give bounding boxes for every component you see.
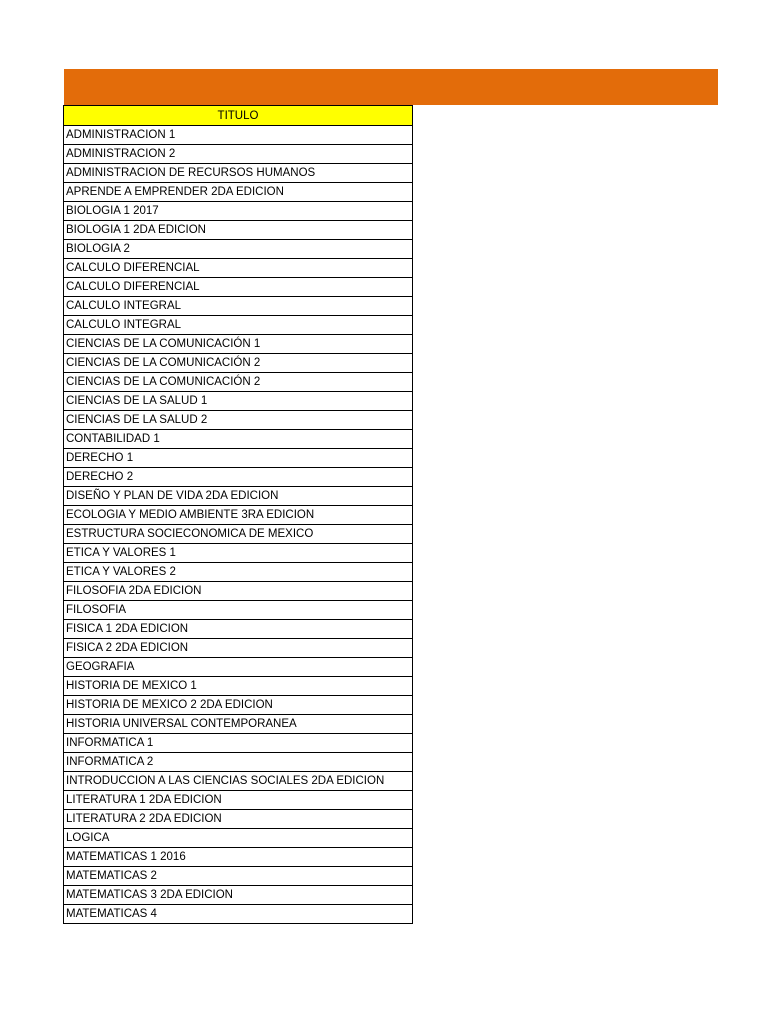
table-cell-titulo[interactable]: BIOLOGIA 2 bbox=[64, 240, 413, 259]
table-cell-titulo[interactable]: CIENCIAS DE LA COMUNICACIÓN 1 bbox=[64, 335, 413, 354]
table-row bbox=[64, 126, 413, 145]
table-cell-titulo[interactable]: GEOGRAFIA bbox=[64, 658, 413, 677]
table-row bbox=[64, 202, 413, 221]
table-cell-titulo[interactable]: ETICA Y VALORES 2 bbox=[64, 563, 413, 582]
table-cell-titulo[interactable]: HISTORIA DE MEXICO 2 2DA EDICION bbox=[64, 696, 413, 715]
table-cell-titulo[interactable]: MATEMATICAS 1 2016 bbox=[64, 848, 413, 867]
table-row bbox=[64, 316, 413, 335]
table-row bbox=[64, 677, 413, 696]
titles-table bbox=[63, 105, 413, 924]
table-row bbox=[64, 696, 413, 715]
table-cell-titulo[interactable]: INTRODUCCION A LAS CIENCIAS SOCIALES 2DA EDICION bbox=[64, 772, 413, 791]
table-row bbox=[64, 544, 413, 563]
table-cell-titulo[interactable]: BIOLOGIA 1 2017 bbox=[64, 202, 413, 221]
table-body bbox=[64, 126, 413, 924]
table-cell-titulo[interactable]: ADMINISTRACION DE RECURSOS HUMANOS bbox=[64, 164, 413, 183]
table-cell-titulo[interactable]: CONTABILIDAD 1 bbox=[64, 430, 413, 449]
table-row bbox=[64, 373, 413, 392]
table-cell-titulo[interactable]: DERECHO 2 bbox=[64, 468, 413, 487]
table-row bbox=[64, 810, 413, 829]
table-cell-titulo[interactable]: FISICA 1 2DA EDICION bbox=[64, 620, 413, 639]
table-row bbox=[64, 620, 413, 639]
table-row bbox=[64, 335, 413, 354]
table-cell-titulo[interactable]: APRENDE A EMPRENDER 2DA EDICION bbox=[64, 183, 413, 202]
table-row bbox=[64, 449, 413, 468]
table-cell-titulo[interactable]: CALCULO DIFERENCIAL bbox=[64, 278, 413, 297]
table-cell-titulo[interactable]: CIENCIAS DE LA COMUNICACIÓN 2 bbox=[64, 373, 413, 392]
table-cell-titulo[interactable]: DERECHO 1 bbox=[64, 449, 413, 468]
table-cell-titulo[interactable]: MATEMATICAS 3 2DA EDICION bbox=[64, 886, 413, 905]
table-cell-titulo[interactable]: CIENCIAS DE LA COMUNICACIÓN 2 bbox=[64, 354, 413, 373]
table-cell-titulo[interactable]: CIENCIAS DE LA SALUD 2 bbox=[64, 411, 413, 430]
header-banner bbox=[64, 69, 718, 105]
table-cell-titulo[interactable]: ADMINISTRACION 1 bbox=[64, 126, 413, 145]
table-cell-titulo[interactable]: LITERATURA 2 2DA EDICION bbox=[64, 810, 413, 829]
table-row bbox=[64, 411, 413, 430]
table-cell-titulo[interactable]: MATEMATICAS 2 bbox=[64, 867, 413, 886]
table-row bbox=[64, 240, 413, 259]
table-row bbox=[64, 259, 413, 278]
table-cell-titulo[interactable]: INFORMATICA 2 bbox=[64, 753, 413, 772]
table-row bbox=[64, 715, 413, 734]
table-row bbox=[64, 658, 413, 677]
table-row bbox=[64, 221, 413, 240]
table-row bbox=[64, 145, 413, 164]
table-row bbox=[64, 563, 413, 582]
table-cell-titulo[interactable]: ADMINISTRACION 2 bbox=[64, 145, 413, 164]
table-row bbox=[64, 164, 413, 183]
table-row bbox=[64, 734, 413, 753]
table-cell-titulo[interactable]: ETICA Y VALORES 1 bbox=[64, 544, 413, 563]
table-cell-titulo[interactable]: ECOLOGIA Y MEDIO AMBIENTE 3RA EDICION bbox=[64, 506, 413, 525]
table-header-row bbox=[64, 106, 413, 126]
table-cell-titulo[interactable]: FISICA 2 2DA EDICION bbox=[64, 639, 413, 658]
table-row bbox=[64, 791, 413, 810]
table-cell-titulo[interactable]: DISEÑO Y PLAN DE VIDA 2DA EDICION bbox=[64, 487, 413, 506]
table-row bbox=[64, 867, 413, 886]
table-row bbox=[64, 772, 413, 791]
table-row bbox=[64, 506, 413, 525]
table-cell-titulo[interactable]: CALCULO INTEGRAL bbox=[64, 297, 413, 316]
table-row bbox=[64, 639, 413, 658]
table-cell-titulo[interactable]: LITERATURA 1 2DA EDICION bbox=[64, 791, 413, 810]
table-cell-titulo[interactable]: BIOLOGIA 1 2DA EDICION bbox=[64, 221, 413, 240]
table-cell-titulo[interactable]: LOGICA bbox=[64, 829, 413, 848]
table-row bbox=[64, 430, 413, 449]
table-cell-titulo[interactable]: FILOSOFIA 2DA EDICION bbox=[64, 582, 413, 601]
table-row bbox=[64, 753, 413, 772]
table-cell-titulo[interactable]: MATEMATICAS 4 bbox=[64, 905, 413, 924]
table-row bbox=[64, 297, 413, 316]
table-row bbox=[64, 829, 413, 848]
table-row bbox=[64, 525, 413, 544]
table-cell-titulo[interactable]: HISTORIA DE MEXICO 1 bbox=[64, 677, 413, 696]
table-row bbox=[64, 582, 413, 601]
table-cell-titulo[interactable]: FILOSOFIA bbox=[64, 601, 413, 620]
table-row bbox=[64, 487, 413, 506]
table-row bbox=[64, 354, 413, 373]
table-cell-titulo[interactable]: ESTRUCTURA SOCIECONOMICA DE MEXICO bbox=[64, 525, 413, 544]
table-row bbox=[64, 905, 413, 924]
table-cell-titulo[interactable]: CALCULO INTEGRAL bbox=[64, 316, 413, 335]
table-cell-titulo[interactable]: INFORMATICA 1 bbox=[64, 734, 413, 753]
table-row bbox=[64, 468, 413, 487]
table-row bbox=[64, 392, 413, 411]
table-row bbox=[64, 886, 413, 905]
table-row bbox=[64, 278, 413, 297]
column-header-titulo[interactable]: TITULO bbox=[64, 106, 413, 126]
table-row bbox=[64, 601, 413, 620]
table-row bbox=[64, 848, 413, 867]
table-row bbox=[64, 183, 413, 202]
table-cell-titulo[interactable]: HISTORIA UNIVERSAL CONTEMPORANEA bbox=[64, 715, 413, 734]
table-cell-titulo[interactable]: CALCULO DIFERENCIAL bbox=[64, 259, 413, 278]
table-cell-titulo[interactable]: CIENCIAS DE LA SALUD 1 bbox=[64, 392, 413, 411]
